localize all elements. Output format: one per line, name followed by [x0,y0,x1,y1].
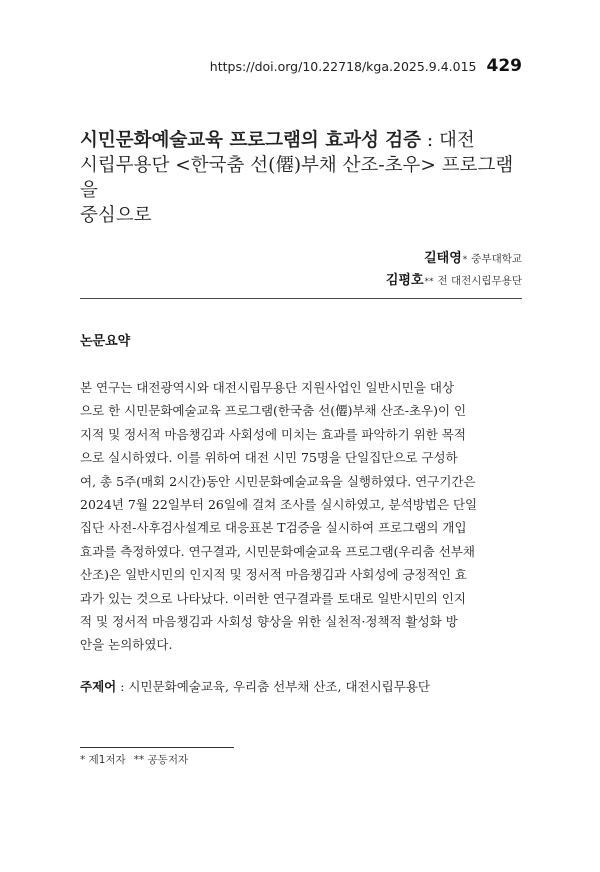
page-header [210,56,522,76]
abstract-heading: 논문요약 [80,334,131,349]
author-affiliation: 중부대학교 [471,253,522,265]
page-number: 429 [486,56,522,76]
abstract-line: 2024년 7월 22일부터 26일에 걸쳐 조사를 실시하였고, 분석방법은 단일 [80,496,478,512]
author-mark: ** [424,277,434,287]
author-mark: * [462,255,468,265]
abstract-line: 적 및 정서적 마음챙김과 사회성 향상을 위한 실천적·정책적 활성화 방 [80,613,458,629]
abstract-line: 여, 총 5주(매회 2시간)동안 시민문화예술교육을 실행하였다. 연구기간은 [80,473,476,489]
abstract-line: 산조)은 일반시민의 인지적 및 정서적 마음챙김과 사회성에 긍정적인 효 [80,567,467,583]
abstract-line: 본 연구는 대전광역시와 대전시립무용단 지원사업인 일반시민을 대상 [80,380,455,395]
author-name: 김평호 [385,273,424,288]
footnote-co-author: ** 공동저자 [133,754,189,766]
author-list [386,246,522,290]
abstract-line: 으로 한 시민문화예술교육 프로그램(한국춤 선(僊)부채 산조-초우)이 인 [80,403,467,419]
author-1 [386,246,522,268]
author-name: 길태영 [424,251,462,266]
keywords [80,676,522,698]
abstract-line: 효과를 측정하였다. 연구결과, 시민문화예술교육 프로그램(우리춤 선부채 [80,543,475,559]
abstract-line: 지적 및 정서적 마음챙김과 사회성에 미치는 효과를 파악하기 위한 목적 [80,426,466,442]
abstract-body [80,376,522,657]
keywords-text: 시민문화예술교육, 우리춤 선부채 산조, 대전시립무용단 [128,679,430,694]
footnotes [80,752,188,767]
abstract-line: 으로 실시하였다. 이를 위하여 대전 시민 75명을 단일집단으로 구성하 [80,450,458,466]
title-bold-part: 시민문화예술교육 프로그램의 효과성 검증 [80,130,422,151]
header-divider [80,298,522,299]
keywords-separator: : [116,679,129,694]
abstract-line: 집단 사전-사후검사설계로 대응표본 T검증을 실시하여 프로그램의 개입 [80,520,467,536]
author-affiliation: 전 대전시립무용단 [437,275,522,287]
author-2 [386,268,522,290]
doi-link[interactable]: https://doi.org/10.22718/kga.2025.9.4.015 [209,59,477,74]
title-line3: 중심으로 [80,205,152,226]
footnote-first-author: * 제1저자 [80,754,126,766]
paper-title [80,128,530,228]
title-line2: 시립무용단 <한국춤 선(僊)부채 산조-초우> 프로그램을 [80,155,514,201]
title-line1-rest: : 대전 [421,130,475,151]
abstract-line: 안을 논의하였다. [80,637,173,653]
footnote-divider [80,747,234,748]
abstract-line: 과가 있는 것으로 나타났다. 이러한 연구결과를 토대로 일반시민의 인지 [80,590,466,606]
keywords-label: 주제어 [80,679,117,694]
